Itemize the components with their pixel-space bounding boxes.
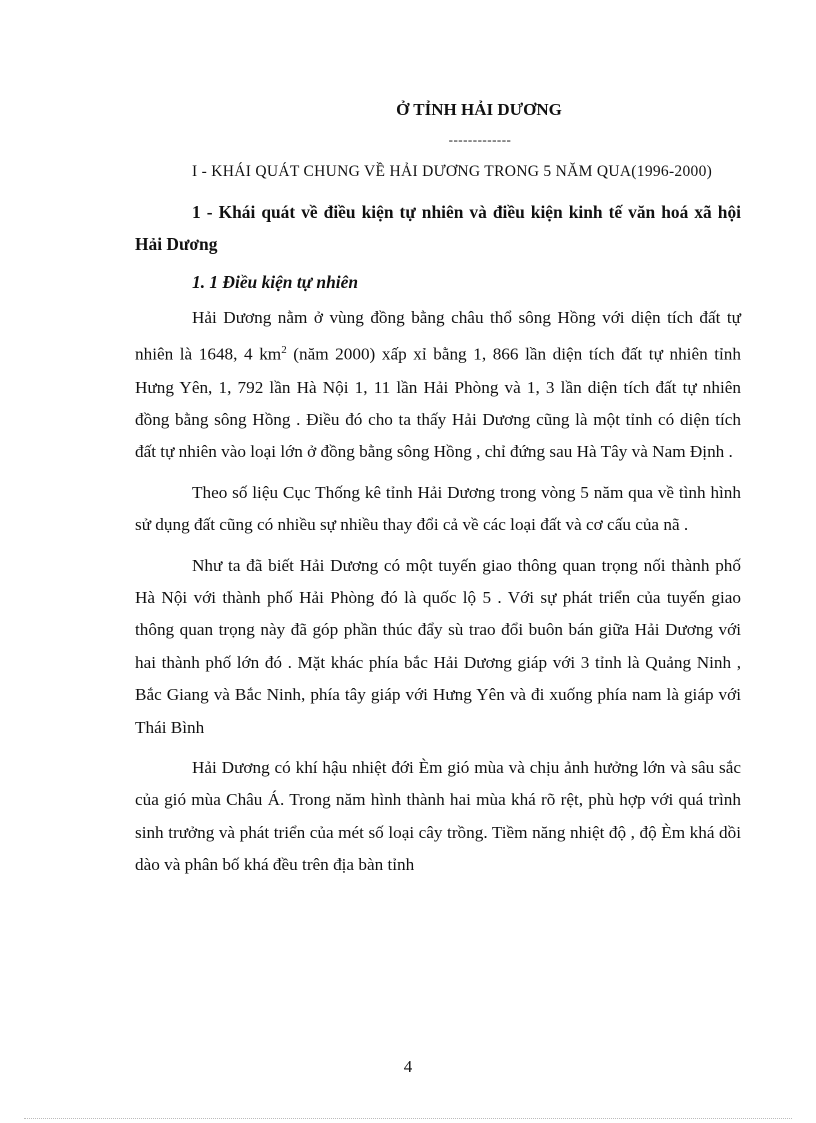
paragraph-3: Như ta đã biết Hải Dương có một tuyến giao thông quan trọng nối thành phố Hà Nội với thành phố Hải Phòng đó là quốc lộ 5 . Với sự phát triển của tuyến giao thông quan trọng này đã góp phần thúc đẩy sù trao đổi buôn bán giữa Hải Dương với hai thành phố lớn đó . Mặt khác phía bắc Hải Dương giáp với 3 tỉnh là Quảng Ninh , Bắc Giang và Bắc Ninh, phía tây giáp với Hưng Yên và đi xuống phía nam là giáp với Thái Bình: [135, 555, 741, 737]
page-title: Ở TỈNH HẢI DƯƠNG: [396, 100, 562, 119]
section-heading: I - KHÁI QUÁT CHUNG VỀ HẢI DƯƠNG TRONG 5 NĂM QUA(1996-2000): [192, 163, 713, 180]
paragraph-2: Theo số liệu Cục Thống kê tỉnh Hải Dương trong vòng 5 năm qua về tình hình sử dụng đất cũng có nhiều sự nhiều thay đổi cả về các loại đất và cơ cấu của nã .: [135, 482, 741, 535]
paragraph-4: Hải Dương có khí hậu nhiệt đới Èm gió mùa và chịu ảnh hưởng lớn và sâu sắc của gió mùa Châu Á. Trong năm hình thành hai mùa khá rõ rệt, phù hợp với quá trình sinh trưởng và phát triển của mét số loại cây trồng. Tiềm năng nhiệt độ , độ Èm khá dồi dào và phân bố khá đều trên địa bàn tỉnh: [135, 758, 741, 875]
sub-sub-heading: 1. 1 Điều kiện tự nhiên: [192, 272, 358, 292]
page-number: 4: [403, 1057, 413, 1076]
page-bottom-divider: [24, 1118, 792, 1119]
paragraph-1-text-a: Hải Dương nằm ở vùng đồng bằng châu thổ sông Hồng với diện tích đất tự nhiên là 1648, 4 km: [135, 308, 741, 365]
title-separator: -------------: [448, 132, 512, 147]
superscript-2: 2: [281, 344, 287, 357]
sub-heading: 1 - Khái quát về điều kiện tự nhiên và điều kiện kinh tế văn hoá xã hội Hải Dương: [135, 202, 741, 254]
paragraph-1: [135, 302, 741, 469]
document-body: [135, 96, 741, 890]
paragraph-1-text-b: (năm 2000) xấp xỉ bằng 1, 866 lần diện tích đất tự nhiên tỉnh Hưng Yên, 1, 792 lần Hà Nội 1, 11 lần Hải Phòng và 1, 3 lần diện tích đất tự nhiên đồng bằng sông Hồng . Điều đó cho ta thấy Hải Dương cũng là một tỉnh có diện tích đất tự nhiên vào loại lớn ở đồng bằng sông Hồng , chỉ đứng sau Hà Tây và Nam Định .: [135, 345, 741, 462]
